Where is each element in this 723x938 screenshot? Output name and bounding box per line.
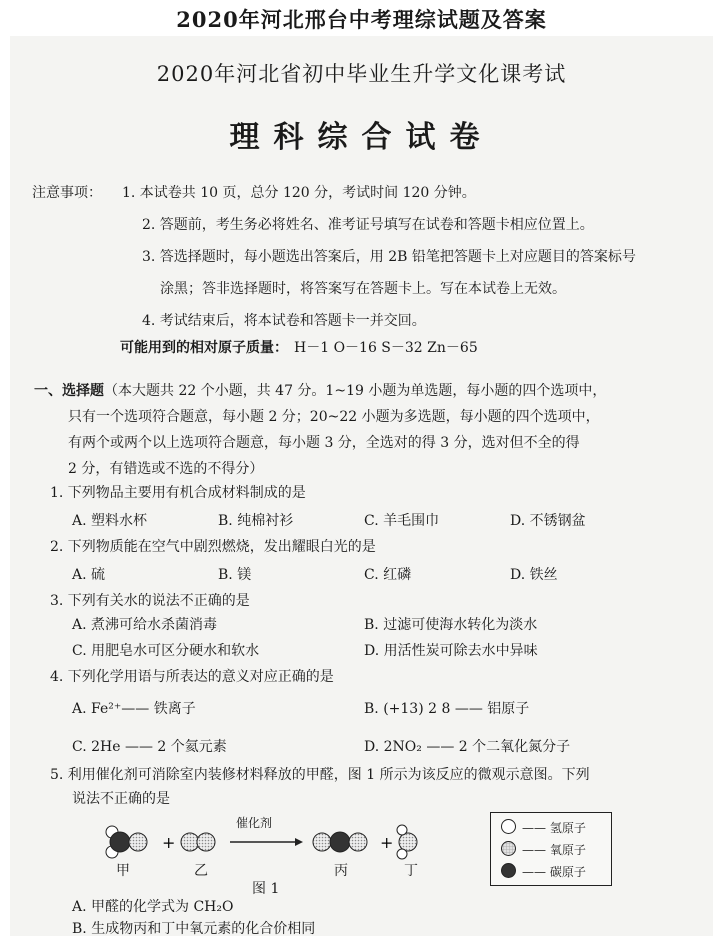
carbon-atom-icon: [501, 863, 516, 878]
section-instructions: [34, 378, 694, 482]
atomic-mass-label: 可能用到的相对原子质量：: [120, 340, 288, 356]
question-stem: 4. 下列化学用语与所表达的意义对应正确的是: [50, 669, 334, 685]
plus-sign: +: [162, 833, 176, 852]
notice-label: 注意事项：: [32, 185, 102, 201]
molecule-water: [397, 825, 417, 859]
legend-box: [490, 812, 612, 886]
option: C. 红磷: [364, 567, 412, 583]
notice-item: 1. 本试卷共 10 页，总分 120 分，考试时间 120 分钟。: [122, 185, 476, 201]
option: D. 不锈钢盆: [510, 513, 586, 529]
option: A. 煮沸可给水杀菌消毒: [72, 617, 218, 633]
notice-item: 4. 考试结束后，将本试卷和答题卡一并交回。: [142, 313, 426, 329]
label-yi: 乙: [194, 863, 208, 879]
section-line: （本大题共 22 个小题，共 47 分。1~19 小题为单选题，每小题的四个选项中，: [104, 383, 607, 399]
hydrogen-atom-icon: [501, 819, 516, 834]
molecule-formaldehyde: [106, 826, 147, 858]
legend-oxygen: —— 氧原子: [522, 843, 586, 857]
option: A. 甲醛的化学式为 CH₂O: [72, 899, 234, 915]
question-stem: 5. 利用催化剂可消除室内装修材料释放的甲醛，图 1 所示为该反应的微观示意图。下列: [50, 767, 590, 783]
atomic-mass-values: H－1 O－16 S－32 Zn－65: [294, 340, 478, 356]
option: B. 镁: [218, 567, 252, 583]
question-stem-continued: 说法不正确的是: [72, 791, 170, 807]
question-stem: 3. 下列有关水的说法不正确的是: [50, 593, 250, 609]
option: A. Fe²⁺—— 铁离子: [72, 701, 196, 717]
option: B. 过滤可使海水转化为淡水: [364, 617, 538, 633]
option: D. 2NO₂ —— 2 个二氧化氮分子: [364, 739, 571, 755]
legend-carbon: —— 碳原子: [522, 865, 586, 879]
option: B. 生成物丙和丁中氧元素的化合价相同: [72, 921, 316, 937]
question-stem: 2. 下列物质能在空气中剧烈燃烧，发出耀眼白光的是: [50, 539, 376, 555]
section-line: 只有一个选项符合题意，每小题 2 分；20~22 小题为多选题，每小题的四个选项中，: [68, 409, 600, 425]
label-ding: 丁: [404, 863, 418, 879]
notice-item: 3. 答选择题时，每小题选出答案后，用 2B 铅笔把答题卡上对应题目的答案标号: [142, 249, 636, 265]
oxygen-atom-icon: [501, 841, 516, 856]
option: C. 用肥皂水可区分硬水和软水: [72, 643, 260, 659]
section-line: 2 分，有错选或不选的不得分）: [68, 461, 264, 477]
document-title: 2020年河北邢台中考理综试题及答案: [176, 7, 547, 32]
catalyst-label: 催化剂: [236, 816, 273, 830]
molecule-carbon-dioxide: [313, 832, 367, 852]
option: A. 塑料水杯: [72, 513, 148, 529]
legend-hydrogen: —— 氢原子: [522, 821, 586, 835]
exam-title: 2020年河北省初中毕业生升学文化课考试: [156, 62, 567, 86]
label-bing: 丙: [334, 863, 348, 879]
option: D. 用活性炭可除去水中异味: [364, 643, 538, 659]
section-heading: 一、选择题: [34, 383, 104, 399]
option: C. 羊毛围巾: [364, 513, 440, 529]
option: C. 2He —— 2 个氦元素: [72, 739, 227, 755]
notice-item: 2. 答题前，考生务必将姓名、准考证号填写在试卷和答题卡相应位置上。: [142, 217, 594, 233]
option: B. (+13) 2 8 —— 铝原子: [364, 701, 530, 717]
section-line: 有两个或两个以上选项符合题意，每小题 3 分，全选对的得 3 分，选对但不全的得: [68, 435, 580, 451]
option: A. 硫: [72, 567, 106, 583]
option: D. 铁丝: [510, 567, 558, 583]
question-stem: 1. 下列物品主要用有机合成材料制成的是: [50, 485, 306, 501]
molecule-oxygen: [181, 833, 215, 851]
label-jia: 甲: [116, 863, 130, 879]
notice-item: 涂黑；答非选择题时，将答案写在答题卡上。写在本试卷上无效。: [160, 281, 566, 297]
paper-title: 理科综合试卷: [229, 120, 494, 155]
option: B. 纯棉衬衫: [218, 513, 294, 529]
figure-caption: 图 1: [252, 881, 280, 897]
atomic-mass-line: [120, 337, 478, 357]
plus-sign: +: [380, 833, 394, 852]
